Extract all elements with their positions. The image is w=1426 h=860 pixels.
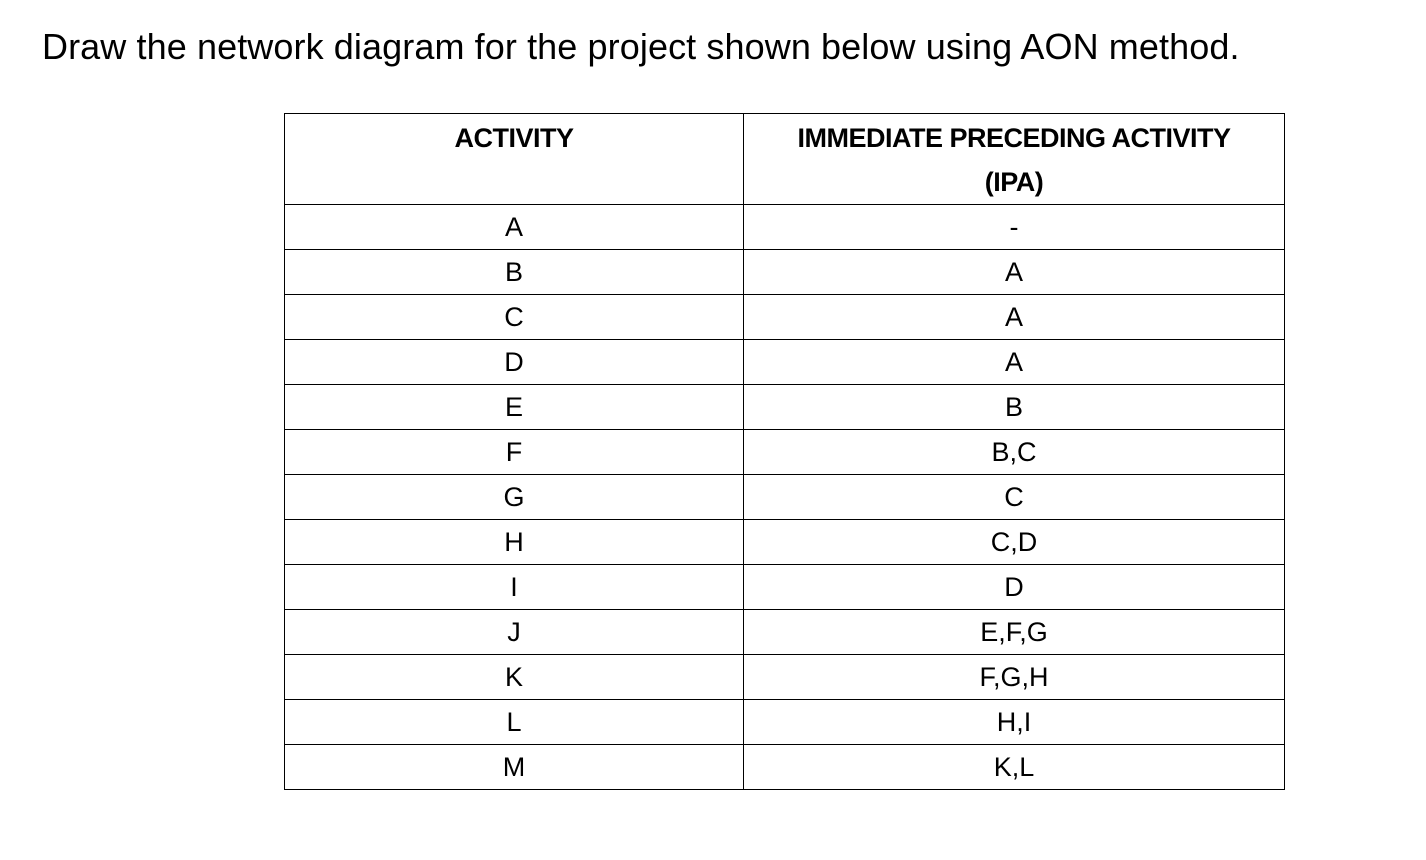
table-header-row: [285, 114, 1285, 205]
activity-cell: K: [285, 655, 744, 700]
activity-cell: E: [285, 385, 744, 430]
activity-cell: D: [285, 340, 744, 385]
table-row: [285, 430, 1285, 475]
ipa-cell: B,C: [744, 430, 1285, 475]
table-row: [285, 385, 1285, 430]
table-row: [285, 610, 1285, 655]
header-ipa: [744, 114, 1285, 205]
table-row: [285, 250, 1285, 295]
table-row: [285, 475, 1285, 520]
ipa-cell: C: [744, 475, 1285, 520]
activity-cell: M: [285, 745, 744, 790]
header-activity: [285, 114, 744, 205]
header-ipa-line1: IMMEDIATE PRECEDING ACTIVITY: [797, 123, 1231, 153]
ipa-cell: E,F,G: [744, 610, 1285, 655]
table-row: [285, 295, 1285, 340]
table-row: [285, 520, 1285, 565]
ipa-cell: C,D: [744, 520, 1285, 565]
activity-cell: L: [285, 700, 744, 745]
activity-cell: J: [285, 610, 744, 655]
activity-cell: G: [285, 475, 744, 520]
ipa-cell: D: [744, 565, 1285, 610]
question-text: Draw the network diagram for the project shown below using AON method.: [42, 26, 1240, 67]
ipa-cell: K,L: [744, 745, 1285, 790]
ipa-cell: B: [744, 385, 1285, 430]
table-row: [285, 700, 1285, 745]
activity-cell: I: [285, 565, 744, 610]
activity-cell: A: [285, 205, 744, 250]
ipa-cell: H,I: [744, 700, 1285, 745]
ipa-cell: A: [744, 295, 1285, 340]
ipa-cell: -: [744, 205, 1285, 250]
ipa-cell: A: [744, 250, 1285, 295]
table-row: [285, 565, 1285, 610]
activity-cell: H: [285, 520, 744, 565]
activity-cell: F: [285, 430, 744, 475]
table-row: [285, 340, 1285, 385]
table-row: [285, 205, 1285, 250]
activity-table: [284, 113, 1285, 790]
activity-cell: C: [285, 295, 744, 340]
table-row: [285, 655, 1285, 700]
activity-cell: B: [285, 250, 744, 295]
ipa-cell: F,G,H: [744, 655, 1285, 700]
header-ipa-line2: (IPA): [984, 167, 1044, 197]
table-row: [285, 745, 1285, 790]
ipa-cell: A: [744, 340, 1285, 385]
header-activity-label: ACTIVITY: [454, 123, 574, 153]
